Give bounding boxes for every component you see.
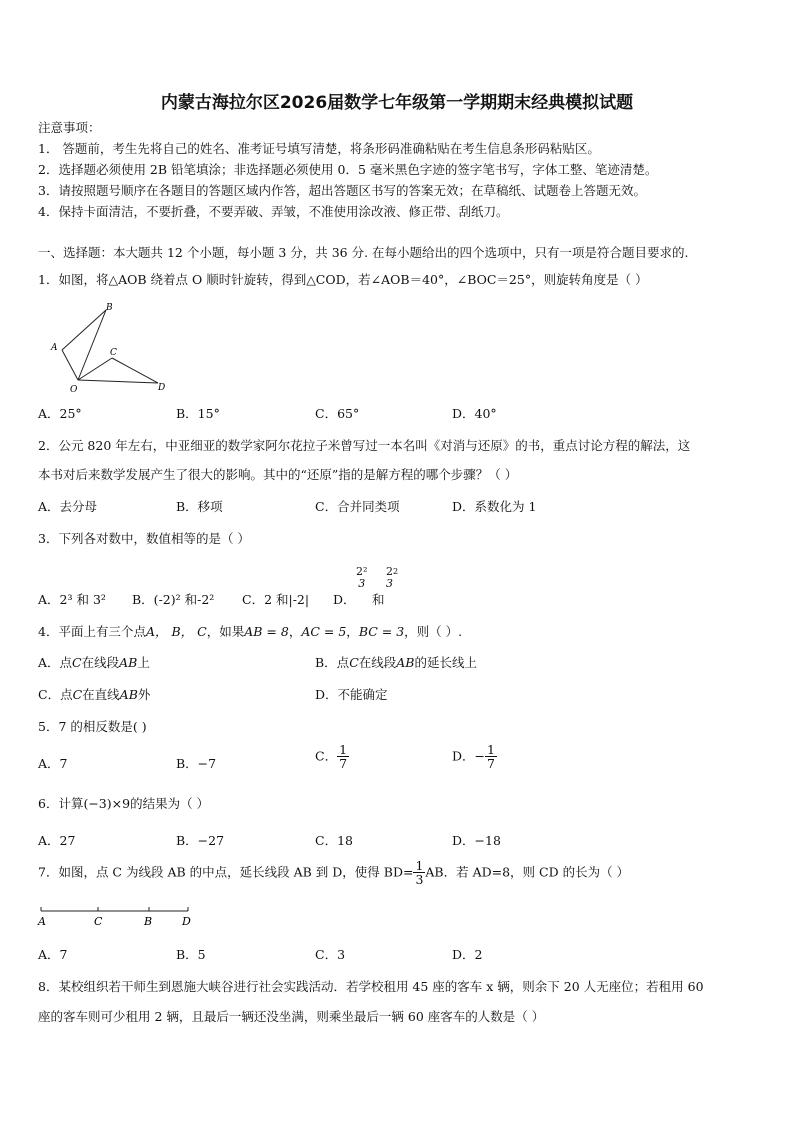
q5-option-a[interactable]: A．7: [38, 756, 68, 771]
label-C: C: [110, 348, 117, 358]
label-B: B: [106, 303, 113, 313]
q4-eq-ab: AB = 8: [244, 624, 289, 639]
q4-option-b[interactable]: B．点C在线段AB的延长线上: [315, 655, 478, 670]
q5-option-c[interactable]: C． $\frac{1}{7}$: [315, 742, 348, 771]
q4-eq-ac: AC = 5: [301, 624, 347, 639]
q7-label-D: D: [182, 915, 191, 928]
question-8-line-2: 座的客车则可少租用 2 辆，且最后一辆还没坐满，则乘坐最后一辆 60 座客车的人数是（ ）: [38, 1009, 545, 1024]
question-8-line-1: 8．某校组织若干师生到恩施大峡谷进行社会实践活动．若学校租用 45 座的客车 x 辆，则余下 20 人无座位；若租用 60: [38, 979, 704, 994]
q1-option-b[interactable]: B．15°: [176, 406, 220, 421]
q4-option-c[interactable]: C．点C在直线AB外: [38, 687, 151, 702]
q3-d-and: 和: [372, 592, 385, 607]
q5-option-b[interactable]: B．−7: [176, 756, 217, 771]
section-heading: 一、选择题：本大题共 12 个小题，每小题 3 分，共 36 分. 在每小题给出的四个选项中，只有一项是符合题目要求的.: [38, 245, 689, 260]
notice-item-4: 4．保持卡面清洁，不要折叠，不要弄破、弄皱，不准使用涂改液、修正带、刮纸刀。: [38, 204, 509, 219]
question-6-stem: 6．计算(−3)×9的结果为（ ）: [38, 796, 210, 811]
q3-d-num-1: 2²: [356, 565, 368, 578]
label-O: O: [70, 385, 78, 395]
q1-option-d[interactable]: D．40°: [452, 406, 497, 421]
q3-option-c[interactable]: C．2 和|-2|: [242, 592, 310, 607]
q2-option-a[interactable]: A．去分母: [38, 499, 98, 514]
notice-item-2: 2．选择题必须使用 2B 铅笔填涂；非选择题必须使用 0．5 毫米黑色字迹的签字笔书写，字体工整、笔迹清楚。: [38, 162, 658, 177]
question-2-line-1: 2．公元 820 年左右，中亚细亚的数学家阿尔花拉子米曾写过一本名叫《对消与还原》的书，重点讨论方程的解法，这: [38, 438, 691, 453]
question-3-stem: 3．下列各对数中，数值相等的是（ ）: [38, 531, 250, 546]
q6-option-c[interactable]: C．18: [315, 833, 353, 848]
q7-option-d[interactable]: D．2: [452, 947, 483, 962]
question-1-stem: 1．如图，将△AOB 绕着点 O 顺时针旋转，得到△COD，若∠AOB＝40°，∠BOC＝25°，则旋转角度是（ ）: [38, 272, 648, 287]
page-title: 内蒙古海拉尔区2026届数学七年级第一学期期末经典模拟试题: [160, 93, 634, 113]
q3-d-num-2: 2: [386, 565, 393, 578]
q4-end: ，则（ ）.: [404, 624, 463, 639]
q5-option-d[interactable]: D．− $\frac{1}{7}$: [452, 742, 495, 771]
question-7-figure: [36, 903, 196, 931]
q4-points: A， B， C: [145, 624, 207, 639]
q6-option-a[interactable]: A．27: [38, 833, 76, 848]
q3-d-exp: 2: [393, 567, 399, 576]
q7-option-a[interactable]: A．7: [38, 947, 68, 962]
question-5-stem: 5．7 的相反数是( ): [38, 719, 147, 734]
q3-d-den-2: 3: [386, 577, 393, 590]
q4-option-a[interactable]: A．点C在线段AB上: [38, 655, 150, 670]
q1-option-c[interactable]: C．65°: [315, 406, 360, 421]
q1-option-a[interactable]: A．25°: [38, 406, 82, 421]
question-7-stem: 7．如图，点 C 为线段 AB 的中点，延长线段 AB 到 D，使得 BD= $\frac{1}{3}$ AB．若 AD=8，则 CD 的长为（ ）: [38, 858, 630, 887]
q7-option-b[interactable]: B．5: [176, 947, 206, 962]
q3-option-d[interactable]: [333, 592, 356, 608]
question-1-figure: [40, 300, 175, 400]
notice-heading: 注意事项：: [38, 120, 101, 135]
q4-eq-bc: BC = 3: [358, 624, 405, 639]
q7-label-C: C: [94, 915, 103, 928]
notice-item-1: 1． 答题前，考生先将自己的姓名、准考证号填写清楚，将条形码准确粘贴在考生信息条形码粘贴区。: [38, 141, 600, 156]
q3-option-b[interactable]: B．(-2)² 和-2²: [132, 592, 215, 607]
label-A: A: [51, 343, 58, 353]
q6-option-d[interactable]: D．−18: [452, 833, 501, 848]
q2-option-b[interactable]: B．移项: [176, 499, 223, 514]
q3-d-fraction-2: [386, 566, 398, 590]
q3-option-a[interactable]: A．2³ 和 3²: [38, 592, 106, 607]
notice-item-3: 3．请按照题号顺序在各题目的答题区域内作答，超出答题区书写的答案无效；在草稿纸、试题卷上答题无效。: [38, 183, 646, 198]
q7-option-c[interactable]: C．3: [315, 947, 346, 962]
q3-d-fraction-1: [356, 566, 367, 590]
q4-option-d[interactable]: D．不能确定: [315, 687, 388, 702]
q7-label-B: B: [144, 915, 153, 928]
label-D: D: [158, 383, 166, 393]
q6-option-b[interactable]: B．−27: [176, 833, 225, 848]
question-2-line-2: 本书对后来数学发展产生了很大的影响。其中的“还原”指的是解方程的哪个步骤？（ ）: [38, 467, 518, 482]
q6-expression: (−3)×9: [83, 796, 131, 811]
q2-option-c[interactable]: C．合并同类项: [315, 499, 400, 514]
q7-label-A: A: [38, 915, 46, 928]
q4-mid: ，如果: [206, 624, 245, 639]
q3-option-d-label: D．: [333, 592, 356, 607]
q2-option-d[interactable]: D．系数化为 1: [452, 499, 537, 514]
question-4-stem: 4．平面上有三个点A， B， C，如果AB = 8，AC = 5，BC = 3，则（ ）.: [38, 624, 463, 639]
q3-d-den-1: 3: [358, 577, 366, 590]
q4-prefix: 4．平面上有三个点: [38, 624, 146, 639]
